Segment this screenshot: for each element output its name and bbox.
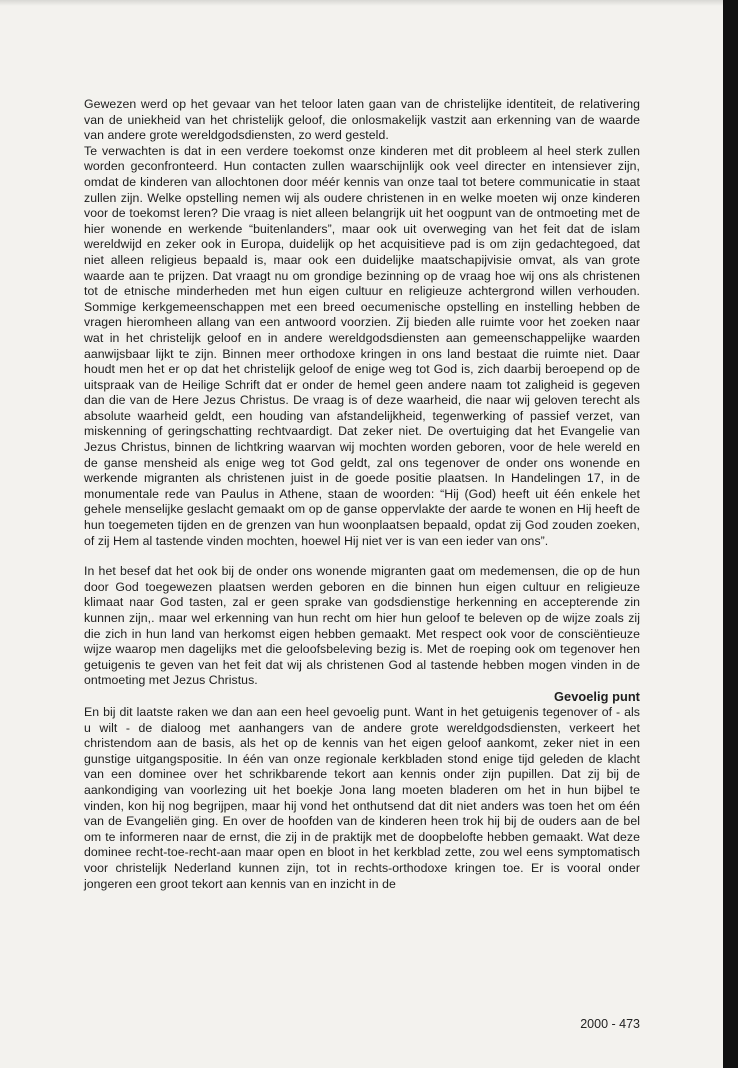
article-body (84, 97, 640, 892)
page-top-shadow (0, 0, 723, 6)
paragraph-migrants: In het besef dat het ook bij de onder ons wonende migranten gaat om medemensen, die op de hun door God toegewezen plaatsen werden geboren en die binnen hun eigen cultuur en religieuze klimaat naar God tasten, zal er geen sprake van godsdienstige herkenning en accepterende zin kunnen zijn,. maar wel erkenning van hun recht om hier hun geloof te beleven op de wijze zoals zij die zich in hun land van herkomst eigen hebben gemaakt. Met respect ook voor de consciëntieuze wijze waarop men dagelijks met die geloofsbeleving bezig is. Met de roeping ook om tegenover hen getuigenis te geven van het feit dat wij als christenen God al tastende hebben mogen vinden in de ontmoeting met Jezus Christus. (84, 564, 640, 688)
scan-dark-edge (723, 0, 738, 1068)
section-heading: Gevoelig punt (554, 688, 640, 704)
paragraph-future-children: Te verwachten is dat in een verdere toekomst onze kinderen met dit probleem al heel sterk zullen worden geconfronteerd. Hun contacten zullen waarschijnlijk ook veel directer en intensiever zijn, omdat de kinderen van allochtonen door méér kennis van onze taal tot betere communicatie in staat zullen zijn. Welke opstelling nemen wij als oudere christenen in en welke moeten wij onze kinderen voor de toekomst leren? Die vraag is niet alleen belangrijk uit het oogpunt van de ontmoeting met de hier wonende en werkende “buitenlanders”, maar ook uit overweging van het feit dat de islam wereldwijd en zeker ook in Europa, duidelijk op het acquisitieve pad is om zijn gedachtegoed, dat niet alleen religieus bepaald is, maar ook een duidelijke maatschapijvisie omvat, als van grote waarde aan te prijzen. Dat vraagt nu om grondige bezinning op de vraag hoe wij ons als christenen tot de etnische minderheden met hun eigen cultuur en religieuze achtergrond willen verhouden. Sommige kerkgemeenschappen met een breed oecumenische opstelling en instelling hebben de vragen hieromheen allang van een antwoord voorzien. Zij bieden alle ruimte voor het zoeken naar wat in het christelijk geloof en in andere wereldgodsdiensten aan gemeenschappelijke waarden aanwijsbaar lijkt te zijn. Binnen meer orthodoxe kringen in ons land bestaat die ruimte niet. Daar houdt men het er op dat het christelijk geloof de enige weg tot God is, zich daarbij beroepend op de uitspraak van de Heilige Schrift dat er onder de hemel geen andere naam tot zaligheid is gegeven dan die van de Here Jezus Christus. De vraag is of deze waarheid, die naar wij geloven terecht als absolute waarheid geldt, een houding van afstandelijkheid, tegenwerking of passief verzet, van miskenning of geringschatting rechtvaardigt. Dat zeker niet. De overtuiging dat het Evangelie van Jezus Christus, binnen de lichtkring waarvan wij mochten worden geboren, voor de hele wereld en de ganse mensheid als enige weg tot God geldt, zal ons tegenover de onder ons wonende en werkende migranten als christenen juist in de goede positie plaatsen. In Handelingen 17, in de monumentale rede van Paulus in Athene, staan de woorden: “Hij (God) heeft uit één enkele het gehele menselijke geslacht gemaakt om op de ganse oppervlakte der aarde te wonen en Hij heeft de hun toegemeten tijden en de grenzen van hun woonplaatsen bepaald, opdat zij God zouden zoeken, of zij Hem al tastende vinden mochten, hoewel Hij niet ver is van een ieder van ons”. (84, 143, 640, 548)
paragraph-identity-warning: Gewezen werd op het gevaar van het teloor laten gaan van de christelijke identiteit, de relativering van de uniekheid van het christelijk geloof, die onlosmakelijk vastzit aan erkenning van de waarde van andere grote wereldgodsdiensten, zo werd gesteld. (84, 97, 640, 143)
paragraph-sensitive-point: En bij dit laatste raken we dan aan een heel gevoelig punt. Want in het getuigenis tegenover of - als u wilt - de dialoog met aanhangers van de andere grote wereldgodsdiensten, verkeert het christendom aan de basis, als het op de kennis van het eigen geloof aankomt, zeker niet in een gunstige uitgangspositie. In één van onze regionale kerkbladen stond enige tijd geleden de klacht van een dominee over het schrikbarende tekort aan kennis onder zijn pupillen. Dat zij bij de aankondiging van voorlezing uit het boekje Jona lang moeten bladeren om het in hun bijbel te vinden, kon hij nog begrijpen, maar hij vond het onthutsend dat dit niet anders was toen het om één van de Evangeliën ging. En over de hoofden van de kinderen heen trok hij bij de ouders aan de bel om te informeren naar de ernst, die zij in de praktijk met de doopbelofte hebben gemaakt. Wat deze dominee recht-toe-recht-aan maar open en bloot in het kerkblad zette, zou wel eens symptomatisch voor christelijk Nederland kunnen zijn, tot in rechts-orthodoxe kringen toe. Er is vooral onder jongeren een groot tekort aan kennis van en inzicht in de (84, 704, 640, 891)
page-number: 2000 - 473 (580, 1017, 640, 1031)
